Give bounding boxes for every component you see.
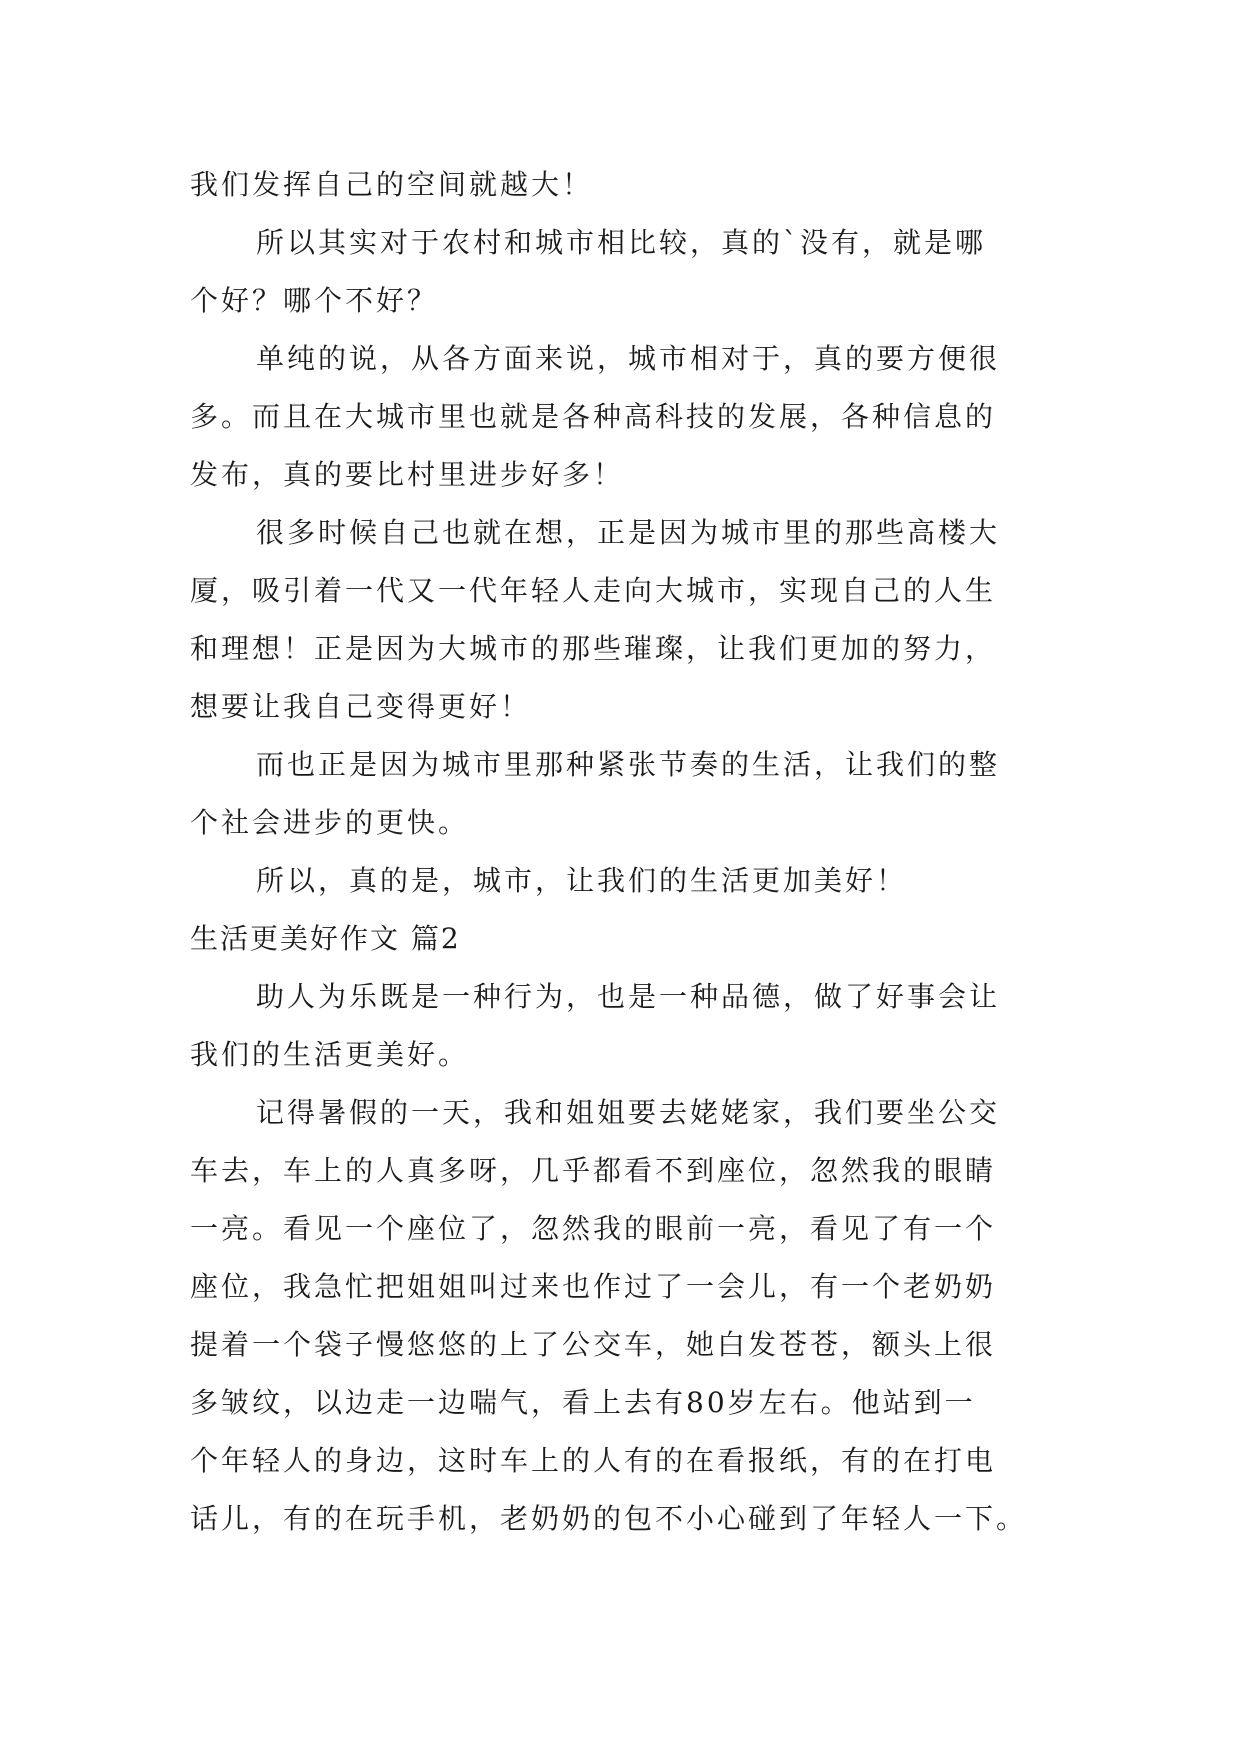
paragraph-line: 助人为乐既是一种行为，也是一种品德，做了好事会让 (256, 980, 1001, 1013)
paragraph-line: 想要让我自己变得更好！ (190, 690, 532, 723)
paragraph-line: 座位，我急忙把姐姐叫过来也作过了一会儿，有一个老奶奶 (190, 1270, 997, 1303)
paragraph-line: 话儿，有的在玩手机，老奶奶的包不小心碰到了年轻人一下。 (190, 1502, 1028, 1535)
paragraph-line: 厦，吸引着一代又一代年轻人走向大城市，实现自己的人生 (190, 574, 997, 607)
paragraph-line: 所以，真的是，城市，让我们的生活更加美好！ (256, 864, 908, 897)
paragraph-line: 多。而且在大城市里也就是各种高科技的发展，各种信息的 (190, 400, 997, 433)
paragraph-line: 一亮。看见一个座位了，忽然我的眼前一亮，看见了有一个 (190, 1212, 997, 1245)
paragraph-line: 个好？哪个不好？ (190, 284, 439, 317)
paragraph-line: 记得暑假的一天，我和姐姐要去姥姥家，我们要坐公交 (256, 1096, 1001, 1129)
paragraph-line: 而也正是因为城市里那种紧张节奏的生活，让我们的整 (256, 748, 1001, 781)
paragraph-line: 很多时候自己也就在想，正是因为城市里的那些高楼大 (256, 516, 1001, 549)
paragraph-line: 单纯的说，从各方面来说，城市相对于，真的要方便很 (256, 342, 1001, 375)
paragraph-line: 个年轻人的身边，这时车上的人有的在看报纸，有的在打电 (190, 1444, 997, 1477)
paragraph-line: 个社会进步的更快。 (190, 806, 470, 839)
paragraph-line: 提着一个袋子慢悠悠的上了公交车，她白发苍苍，额头上很 (190, 1328, 997, 1361)
paragraph-line: 车去，车上的人真多呀，几乎都看不到座位，忽然我的眼睛 (190, 1154, 997, 1187)
section-heading: 生活更美好作文 篇2 (190, 922, 461, 955)
paragraph-line: 和理想！正是因为大城市的那些璀璨，让我们更加的努力， (190, 632, 997, 665)
paragraph-line: 发布，真的要比村里进步好多！ (190, 458, 625, 491)
paragraph-line: 多皱纹，以边走一边喘气，看上去有80岁左右。他站到一 (190, 1386, 976, 1419)
paragraph-line: 我们的生活更美好。 (190, 1038, 470, 1071)
paragraph-line: 我们发挥自己的空间就越大！ (190, 168, 594, 201)
document-page (190, 156, 1065, 1548)
paragraph-line: 所以其实对于农村和城市相比较，真的`没有，就是哪 (256, 226, 987, 259)
